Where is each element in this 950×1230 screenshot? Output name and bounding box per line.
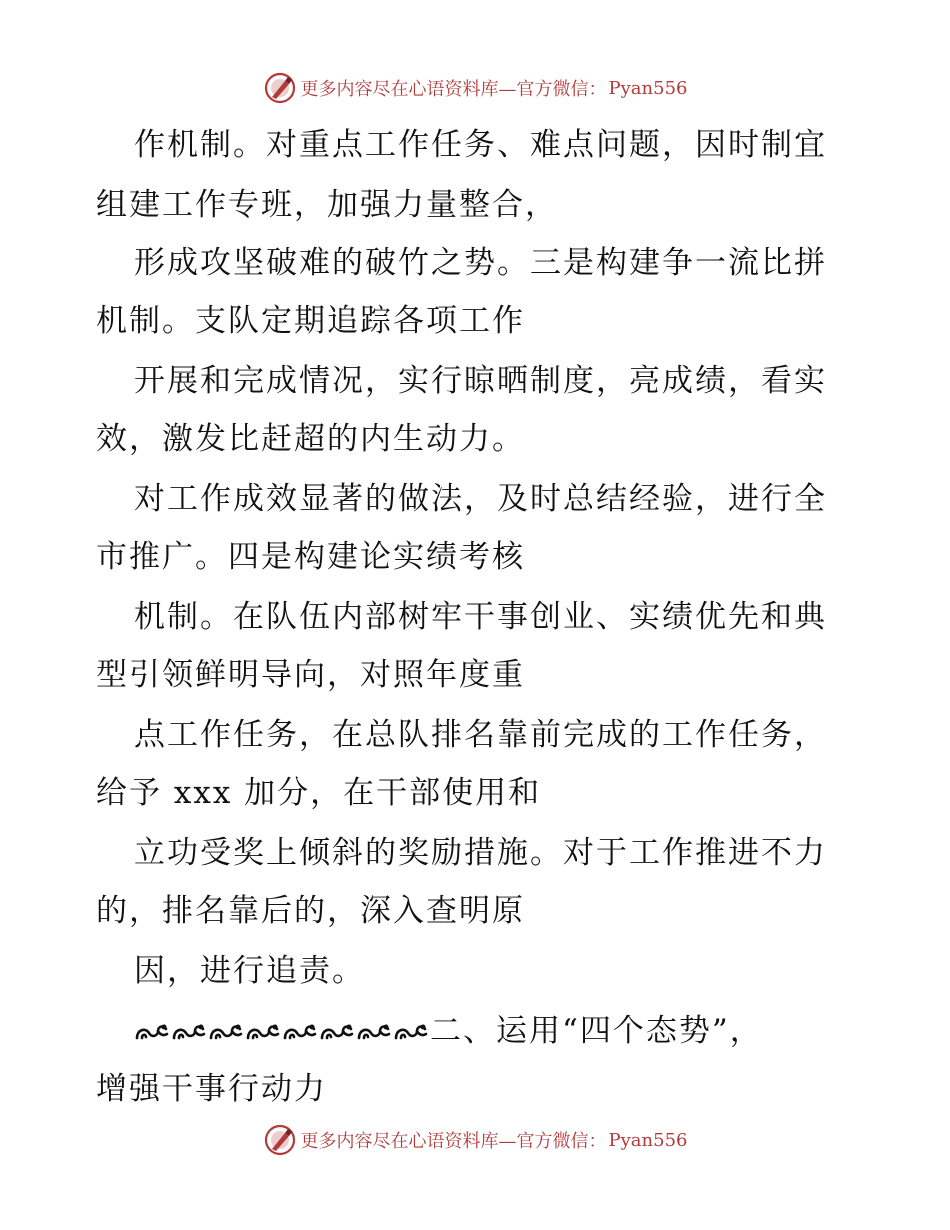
paragraph-line: 立功受奖上倾斜的奖励措施。对于工作推进不力 (134, 835, 827, 871)
paragraph-line: 对工作成效显著的做法，及时总结经验，进行全 (134, 481, 827, 517)
flourish-icon (319, 1021, 354, 1045)
flourish-row (134, 1013, 430, 1049)
paragraph-line: 组建工作专班，加强力量整合， (96, 187, 558, 223)
paragraph-line: 效，激发比赶超的内生动力。 (96, 421, 525, 457)
watermark-wechat-id: Pyan556 (608, 77, 688, 99)
flourish-icon (356, 1021, 391, 1045)
flourish-icon (245, 1021, 280, 1045)
pen-logo-icon (263, 1123, 297, 1157)
section-heading (134, 1006, 763, 1056)
paragraph-line: 因，进行追责。 (134, 953, 365, 989)
watermark-banner-bottom (0, 1120, 950, 1160)
section-heading-text: 二、运用“四个态势”， (430, 1013, 763, 1049)
pen-logo-icon (263, 71, 297, 105)
watermark-text: 更多内容尽在心语资料库—官方微信： (300, 79, 607, 100)
watermark-banner-top (0, 68, 950, 108)
flourish-icon (208, 1021, 243, 1045)
paragraph-line: 点工作任务，在总队排名靠前完成的工作任务， (134, 717, 827, 753)
flourish-icon (171, 1021, 206, 1045)
watermark-wechat-id: Pyan556 (608, 1129, 688, 1151)
paragraph-line: 机制。支队定期追踪各项工作 (96, 303, 525, 339)
flourish-icon (282, 1021, 317, 1045)
flourish-icon (393, 1021, 428, 1045)
paragraph-line: 的，排名靠后的，深入查明原 (96, 893, 525, 929)
watermark-text: 更多内容尽在心语资料库—官方微信： (300, 1131, 607, 1152)
paragraph-line: 开展和完成情况，实行晾晒制度，亮成绩，看实 (134, 363, 827, 399)
section-heading-continuation: 增强干事行动力 (96, 1071, 327, 1107)
paragraph-line: 形成攻坚破难的破竹之势。三是构建争一流比拼 (134, 245, 827, 281)
paragraph-line: 给予 xxx 加分，在干部使用和 (96, 775, 542, 811)
paragraph-line: 型引领鲜明导向，对照年度重 (96, 657, 525, 693)
paragraph-line: 市推广。四是构建论实绩考核 (96, 539, 525, 575)
paragraph-line: 机制。在队伍内部树牢干事创业、实绩优先和典 (134, 599, 827, 635)
flourish-icon (134, 1021, 169, 1045)
paragraph-line: 作机制。对重点工作任务、难点问题，因时制宜 (134, 127, 827, 163)
